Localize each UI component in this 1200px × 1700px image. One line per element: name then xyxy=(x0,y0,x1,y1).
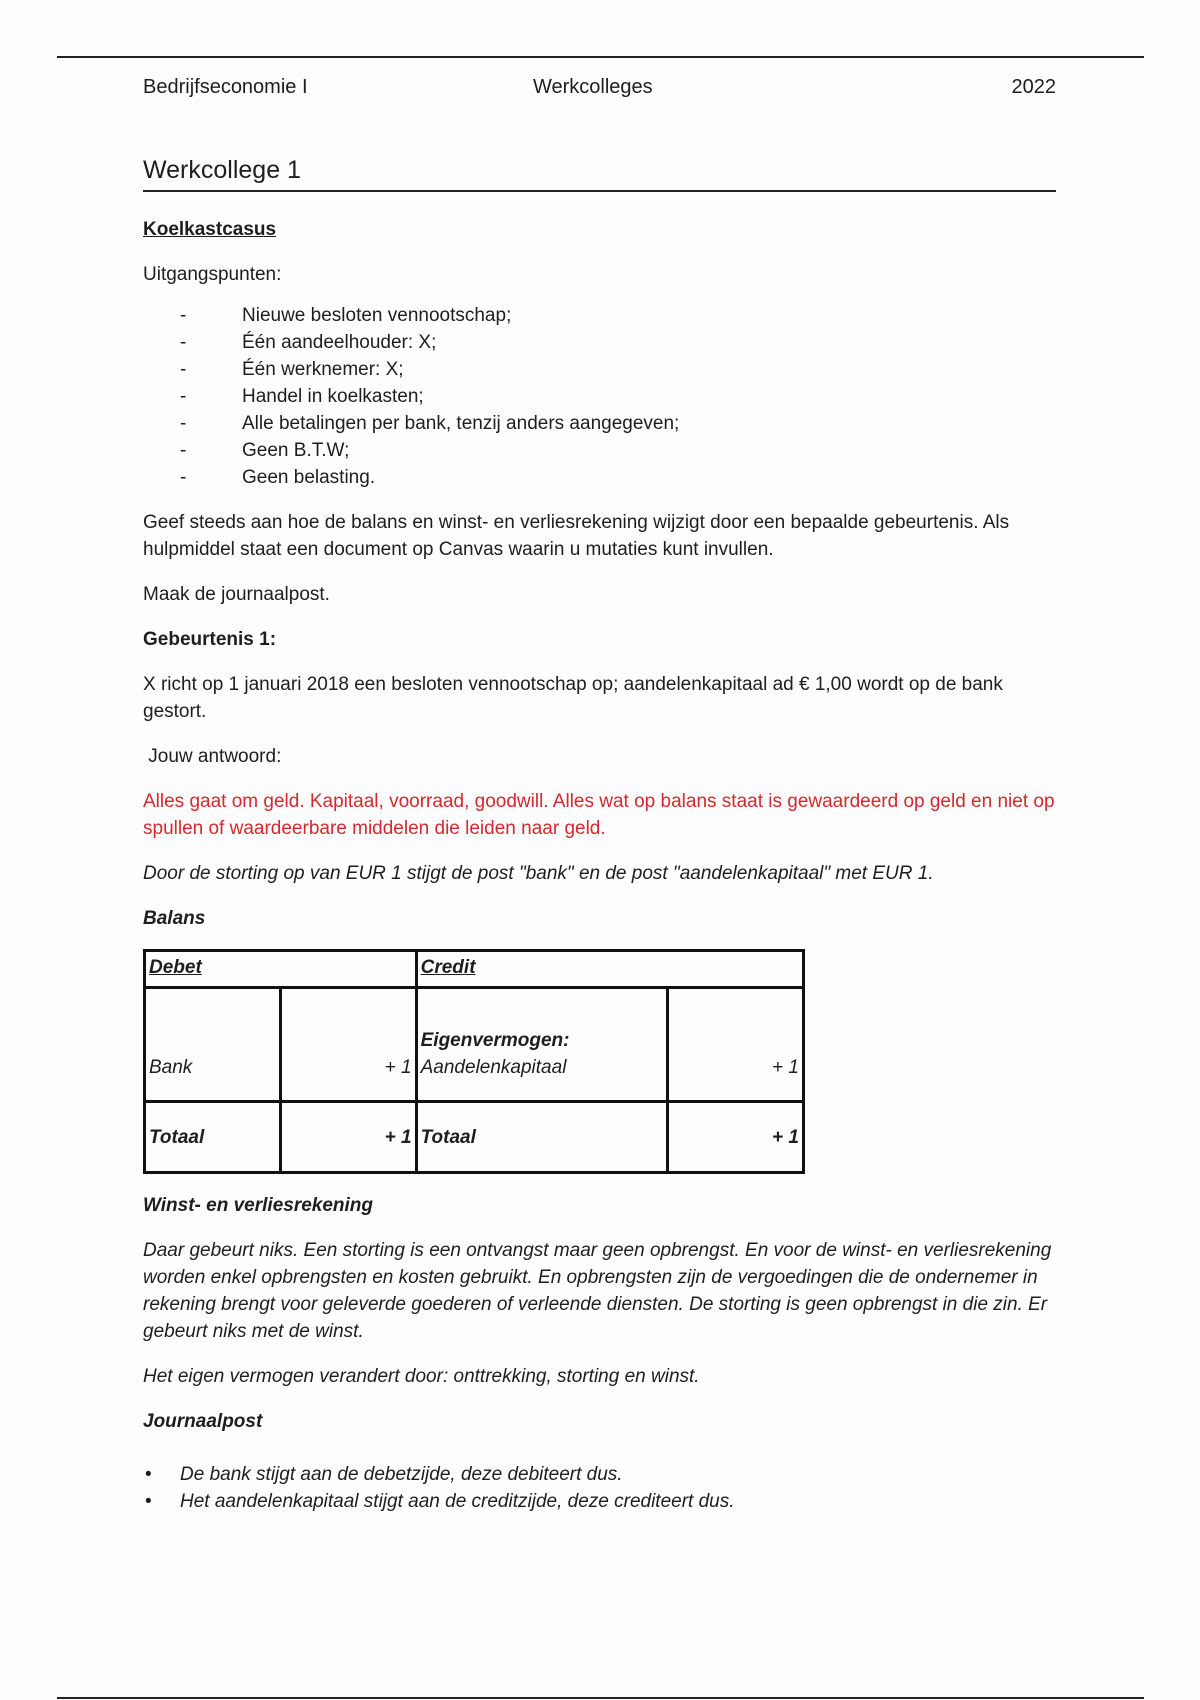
dash-marker: - xyxy=(180,359,187,380)
total-value-debet: + 1 xyxy=(280,1102,416,1173)
total-value-credit: + 1 xyxy=(668,1102,804,1173)
table-row xyxy=(145,951,804,988)
journal-list xyxy=(143,1461,1056,1515)
bullet-marker: • xyxy=(145,1491,152,1512)
assumptions-list xyxy=(143,302,1056,491)
page-header xyxy=(143,72,1056,102)
dash-marker: - xyxy=(180,440,187,461)
list-item: - Nieuwe besloten vennootschap; xyxy=(143,302,1056,329)
table-row xyxy=(145,1102,804,1173)
header-year: 2022 xyxy=(1011,76,1056,98)
credit-header: Credit xyxy=(416,951,803,988)
intro-label: Uitgangspunten: xyxy=(143,264,282,285)
debet-header: Debet xyxy=(145,951,417,988)
table-row xyxy=(145,988,804,1102)
list-item: - Handel in koelkasten; xyxy=(143,383,1056,410)
header-course: Bedrijfseconomie I xyxy=(143,76,308,98)
credit-value: + 1 xyxy=(668,988,804,1102)
answer-deposit-text: Door de storting op van EUR 1 stijgt de post "bank" en de post "aandelenkapitaal" met EUR 1. xyxy=(143,863,934,884)
credit-group-label: Eigenvermogen: xyxy=(420,1030,570,1051)
credit-items xyxy=(416,988,668,1102)
total-label-credit: Totaal xyxy=(416,1102,668,1173)
answer-label: Jouw antwoord: xyxy=(143,746,282,767)
dash-marker: - xyxy=(180,413,187,434)
top-rule xyxy=(57,56,1144,58)
dash-marker: - xyxy=(180,332,187,353)
bullet-marker: • xyxy=(145,1464,152,1485)
journal-instruction: Maak de journaalpost. xyxy=(143,584,330,605)
list-item: - Één werknemer: X; xyxy=(143,356,1056,383)
instructions-paragraph: Geef steeds aan hoe de balans en winst- en verliesrekening wijzigt door een bepaalde gebeurtenis. Als hulpmiddel staat een document op Canvas waarin u mutaties kunt invullen. xyxy=(143,512,1010,560)
dash-marker: - xyxy=(180,386,187,407)
list-item: - Alle betalingen per bank, tenzij anders aangegeven; xyxy=(143,410,1056,437)
debet-item: Bank xyxy=(145,988,281,1102)
section-title: Koelkastcasus xyxy=(143,219,277,240)
pl-title: Winst- en verliesrekening xyxy=(143,1195,374,1216)
list-item: - Één aandeelhouder: X; xyxy=(143,329,1056,356)
debet-value: + 1 xyxy=(280,988,416,1102)
dash-marker: - xyxy=(180,305,187,326)
balance-table xyxy=(143,949,805,1174)
list-item: • De bank stijgt aan de debetzijde, deze debiteert dus. xyxy=(143,1461,1056,1488)
total-label-debet: Totaal xyxy=(145,1102,281,1173)
page-title: Werkcollege 1 xyxy=(143,154,1056,192)
pl-text: Daar gebeurt niks. Een storting is een ontvangst maar geen opbrengst. En voor de winst- en verliesrekening worden enkel opbrengsten en kosten gebruikt. En opbrengsten zijn de vergoedingen die de ondernemer in rekening brengt voor geleverde goederen of verleende diensten. De storting is geen opbrengst in die zin. Er gebeurt niks met de winst. xyxy=(143,1240,1052,1342)
credit-item: Aandelenkapitaal xyxy=(420,1057,567,1078)
list-item: - Geen belasting. xyxy=(143,464,1056,491)
list-item: • Het aandelenkapitaal stijgt aan de creditzijde, deze crediteert dus. xyxy=(143,1488,1056,1515)
balance-title: Balans xyxy=(143,908,206,929)
bottom-rule xyxy=(57,1697,1144,1699)
dash-marker: - xyxy=(180,467,187,488)
journal-title: Journaalpost xyxy=(143,1411,263,1432)
answer-red-text: Alles gaat om geld. Kapitaal, voorraad, goodwill. Alles wat op balans staat is gewaardeerd op geld en niet op spullen of waardeerbare middelen die leiden naar geld. xyxy=(143,791,1055,839)
header-subtitle: Werkcolleges xyxy=(533,76,653,98)
equity-text: Het eigen vermogen verandert door: onttrekking, storting en winst. xyxy=(143,1366,700,1387)
document-page xyxy=(143,72,1056,1515)
event-text: X richt op 1 januari 2018 een besloten vennootschap op; aandelenkapitaal ad € 1,00 wordt op de bank gestort. xyxy=(143,674,1003,722)
event-title: Gebeurtenis 1: xyxy=(143,629,277,650)
list-item: - Geen B.T.W; xyxy=(143,437,1056,464)
